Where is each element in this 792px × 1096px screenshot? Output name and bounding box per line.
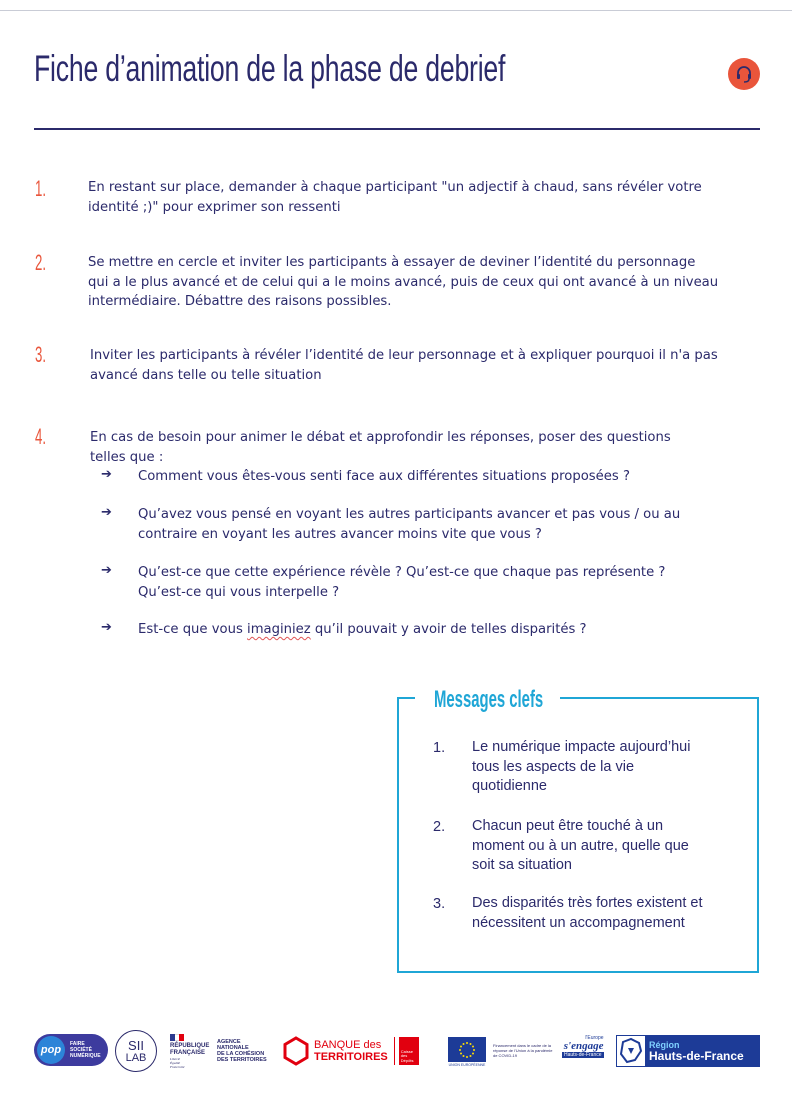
step-text [88, 253, 718, 312]
banque-text [314, 1039, 388, 1063]
region-map-icon [617, 1036, 645, 1066]
question-text: Est-ce que vous [138, 622, 248, 637]
message-text [472, 894, 734, 933]
arrow-bullet-icon: ➔ [101, 505, 112, 520]
headset-icon [728, 58, 760, 90]
question-line: contraire en voyant les autres avancer moins vite que vous ? [138, 526, 542, 542]
step-text [88, 178, 702, 217]
step-line: qui a le plus avancé et de celui qui a le moins avancé, puis de ceux qui ont avancé à un niveau [88, 274, 719, 290]
step-line: telles que : [90, 449, 164, 465]
step-number: 3. [35, 342, 47, 367]
step-line: En restant sur place, demander à chaque participant "un adjectif à chaud, sans révéler votre [88, 180, 702, 195]
top-divider [0, 10, 792, 11]
banque-top: BANQUE des [314, 1039, 382, 1051]
message-line: Des disparités très fortes existent et [472, 895, 703, 911]
funding-line: réponse de l'Union à la pandémie [493, 1048, 553, 1053]
pop-logo [34, 1034, 108, 1066]
silab-bottom: LAB [125, 1051, 147, 1064]
funding-line: Financement dans le cadre de la [493, 1043, 552, 1048]
message-number: 3. [433, 896, 446, 912]
question-line: Qu’est-ce que cette expérience révèle ? Qu’est-ce que chaque pas représente ? [138, 565, 666, 580]
key-messages-title: Messages clefs [434, 686, 544, 713]
message-text [472, 738, 734, 797]
republique-line: RÉPUBLIQUE [170, 1043, 210, 1049]
partner-logos [0, 1030, 792, 1074]
message-number: 2. [433, 819, 446, 835]
step-line: Se mettre en cercle et inviter les participants à essayer de deviner l’identité du personnage [88, 255, 696, 270]
question-line: Comment vous êtes-vous senti face aux différentes situations proposées ? [138, 469, 630, 484]
eu-logo [448, 1037, 486, 1067]
step-line: Inviter les participants à révéler l’identité de leur personnage et à expliquer pourquoi il n'a pas [90, 348, 718, 363]
question-item [138, 505, 680, 544]
question-item [138, 620, 587, 640]
banque-bottom: TERRITOIRES [314, 1051, 388, 1063]
europe-sub: Hauts-de-France [564, 1052, 602, 1058]
pop-text-line: SOCIÉTÉ [70, 1047, 92, 1053]
arrow-bullet-icon: ➔ [101, 563, 112, 578]
title-underline [34, 128, 760, 130]
divider [394, 1037, 395, 1065]
message-line: quotidienne [472, 778, 547, 794]
message-line: Le numérique impacte aujourd’hui [472, 739, 691, 755]
motto-line: Fraternité [170, 1065, 185, 1069]
hexagon-icon [283, 1036, 309, 1066]
region-text [645, 1036, 759, 1066]
message-line: soit sa situation [472, 857, 572, 873]
pop-text-line: NUMÉRIQUE [70, 1053, 101, 1059]
europe-small: l'Europe [585, 1035, 604, 1041]
banque-des-territoires-logo [283, 1036, 419, 1066]
page-title: Fiche d’animation de la phase de debrief [34, 48, 506, 89]
question-item [138, 467, 630, 487]
caisse-des-depots-logo: Caisse des Dépôts [399, 1037, 419, 1065]
step-line: En cas de besoin pour animer le débat et approfondir les réponses, poser des questions [90, 430, 671, 445]
message-number: 1. [433, 740, 446, 756]
pop-mark: pop [37, 1036, 65, 1064]
step-text [90, 346, 718, 385]
pop-text [70, 1041, 101, 1059]
step-line: identité ;)" pour exprimer son ressenti [88, 199, 341, 215]
box-border-segment [560, 697, 759, 699]
silab-logo [115, 1030, 157, 1072]
misspelled-word: imaginiez [247, 622, 311, 637]
box-border-segment [397, 697, 415, 699]
message-line: tous les aspects de la vie [472, 758, 635, 775]
region-line1: Région [649, 1039, 680, 1050]
covid-funding-text [493, 1043, 552, 1058]
step-number: 1. [35, 176, 47, 201]
anct-line: AGENCE [217, 1039, 241, 1045]
message-text [472, 817, 734, 876]
europe-big: s'engage [563, 1040, 604, 1052]
region-hauts-de-france-logo [616, 1035, 760, 1067]
question-line: Qu’est-ce qui vous interpelle ? [138, 584, 340, 600]
motto-line: Liberté [170, 1057, 181, 1061]
step-number: 2. [35, 250, 47, 275]
message-line: nécessitent un accompagnement [472, 914, 685, 931]
anct-logo [217, 1039, 267, 1063]
message-line: moment ou à un autre, quelle que [472, 837, 689, 854]
anct-line: DE LA COHÉSION [217, 1051, 265, 1057]
question-item [138, 563, 665, 602]
republique-francaise-logo [170, 1034, 209, 1069]
silab-top: SII [128, 1037, 144, 1053]
republique-motto [170, 1057, 184, 1069]
europe-s-engage-logo [562, 1035, 604, 1058]
region-line2: Hauts-de-France [649, 1048, 744, 1063]
question-line: Qu’avez vous pensé en voyant les autres participants avancer et pas vous / ou au [138, 507, 681, 522]
step-number: 4. [35, 424, 47, 449]
step-text [90, 428, 671, 467]
motto-line: Égalité [170, 1061, 181, 1065]
step-line: avancé dans telle ou telle situation [90, 367, 322, 383]
arrow-bullet-icon: ➔ [101, 467, 112, 482]
anct-line: DES TERRITOIRES [217, 1057, 267, 1063]
french-flag-icon [170, 1034, 184, 1041]
arrow-bullet-icon: ➔ [101, 620, 112, 635]
step-line: intermédiaire. Débattre des raisons possibles. [88, 294, 392, 310]
pop-text-line: FAIRE [70, 1041, 85, 1047]
funding-line: de COVID-19 [493, 1053, 518, 1058]
republique-line: FRANÇAISE [170, 1049, 206, 1056]
eu-label: UNION EUROPÉENNE [448, 1063, 486, 1067]
eu-flag-icon [448, 1037, 486, 1062]
message-line: Chacun peut être touché à un [472, 818, 664, 834]
anct-line: NATIONALE [217, 1045, 249, 1051]
question-text: qu’il pouvait y avoir de telles disparités ? [310, 622, 587, 637]
